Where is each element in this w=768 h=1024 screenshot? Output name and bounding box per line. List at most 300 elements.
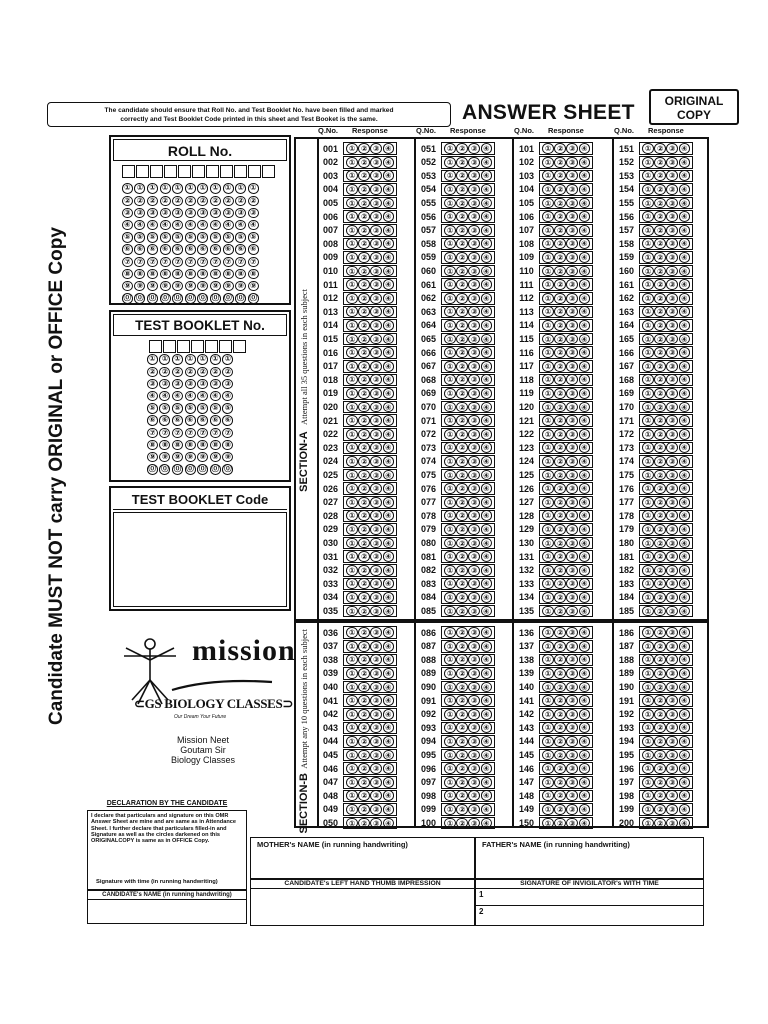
option-bubble[interactable]: ② xyxy=(654,320,666,331)
option-bubble[interactable]: ② xyxy=(654,627,666,638)
option-bubble[interactable]: ① xyxy=(642,306,654,317)
option-bubble[interactable]: ② xyxy=(358,641,370,652)
option-bubble[interactable]: ① xyxy=(642,293,654,304)
option-bubble[interactable]: ① xyxy=(444,415,456,426)
option-bubble[interactable]: ② xyxy=(358,402,370,413)
option-bubble[interactable]: ④ xyxy=(383,238,395,249)
option-bubble[interactable]: ④ xyxy=(579,157,591,168)
digit-bubble[interactable]: ② xyxy=(172,367,183,378)
option-bubble[interactable]: ② xyxy=(654,442,666,453)
option-bubble[interactable]: ④ xyxy=(679,565,691,576)
option-bubble[interactable]: ① xyxy=(444,320,456,331)
option-bubble[interactable]: ④ xyxy=(579,266,591,277)
option-bubble[interactable]: ② xyxy=(358,279,370,290)
option-bubble[interactable]: ③ xyxy=(468,551,480,562)
digit-bubble[interactable]: ⑨ xyxy=(210,452,221,463)
option-bubble[interactable]: ③ xyxy=(370,565,382,576)
option-bubble[interactable]: ② xyxy=(358,361,370,372)
option-bubble[interactable]: ④ xyxy=(679,374,691,385)
option-bubble[interactable]: ③ xyxy=(666,211,678,222)
option-bubble[interactable]: ④ xyxy=(481,388,493,399)
option-bubble[interactable]: ① xyxy=(444,347,456,358)
option-bubble[interactable]: ④ xyxy=(481,578,493,589)
option-bubble[interactable]: ② xyxy=(358,470,370,481)
option-bubble[interactable]: ① xyxy=(346,184,358,195)
option-bubble[interactable]: ③ xyxy=(370,668,382,679)
option-bubble[interactable]: ① xyxy=(346,306,358,317)
option-bubble[interactable]: ① xyxy=(444,211,456,222)
option-bubble[interactable]: ② xyxy=(358,266,370,277)
option-bubble[interactable]: ③ xyxy=(666,682,678,693)
digit-bubble[interactable]: ⓪ xyxy=(173,464,182,474)
digit-bubble[interactable]: ③ xyxy=(197,208,208,219)
option-bubble[interactable]: ③ xyxy=(666,361,678,372)
option-bubble[interactable]: ④ xyxy=(481,750,493,761)
option-bubble[interactable]: ① xyxy=(542,524,554,535)
option-bubble[interactable]: ④ xyxy=(579,225,591,236)
option-bubble[interactable]: ① xyxy=(642,790,654,801)
option-bubble[interactable]: ① xyxy=(642,157,654,168)
option-bubble[interactable]: ④ xyxy=(579,347,591,358)
option-bubble[interactable]: ④ xyxy=(383,682,395,693)
option-bubble[interactable]: ① xyxy=(444,266,456,277)
option-bubble[interactable]: ④ xyxy=(579,306,591,317)
option-bubble[interactable]: ② xyxy=(358,347,370,358)
option-bubble[interactable]: ② xyxy=(654,592,666,603)
option-bubble[interactable]: ① xyxy=(642,483,654,494)
option-bubble[interactable]: ② xyxy=(358,429,370,440)
option-bubble[interactable]: ③ xyxy=(566,804,578,815)
option-bubble[interactable]: ② xyxy=(654,266,666,277)
option-bubble[interactable]: ① xyxy=(444,429,456,440)
digit-bubble[interactable]: ⑥ xyxy=(223,244,234,255)
digit-bubble[interactable]: ⑥ xyxy=(172,244,183,255)
digit-bubble[interactable]: ⑧ xyxy=(223,269,234,280)
digit-bubble[interactable]: ⑤ xyxy=(160,232,171,243)
digit-bubble[interactable]: ⑨ xyxy=(248,281,259,292)
option-bubble[interactable]: ④ xyxy=(679,818,691,829)
option-bubble[interactable]: ① xyxy=(444,456,456,467)
option-bubble[interactable]: ② xyxy=(554,722,566,733)
option-bubble[interactable]: ① xyxy=(642,388,654,399)
option-bubble[interactable]: ④ xyxy=(383,347,395,358)
option-bubble[interactable]: ① xyxy=(444,606,456,617)
option-bubble[interactable]: ③ xyxy=(566,470,578,481)
option-bubble[interactable]: ③ xyxy=(666,551,678,562)
option-bubble[interactable]: ④ xyxy=(579,790,591,801)
option-bubble[interactable]: ③ xyxy=(468,483,480,494)
option-bubble[interactable]: ② xyxy=(456,627,468,638)
option-bubble[interactable]: ④ xyxy=(481,763,493,774)
digit-bubble[interactable]: ⑤ xyxy=(223,232,234,243)
option-bubble[interactable]: ① xyxy=(346,627,358,638)
option-bubble[interactable]: ② xyxy=(358,668,370,679)
option-bubble[interactable]: ① xyxy=(346,266,358,277)
digit-bubble[interactable]: ⑧ xyxy=(210,269,221,280)
option-bubble[interactable]: ③ xyxy=(370,143,382,154)
option-bubble[interactable]: ③ xyxy=(370,592,382,603)
option-bubble[interactable]: ③ xyxy=(468,347,480,358)
option-bubble[interactable]: ① xyxy=(444,279,456,290)
option-bubble[interactable]: ③ xyxy=(468,668,480,679)
option-bubble[interactable]: ① xyxy=(444,668,456,679)
option-bubble[interactable]: ④ xyxy=(579,252,591,263)
option-bubble[interactable]: ① xyxy=(542,143,554,154)
digit-bubble[interactable]: ⑦ xyxy=(160,257,171,268)
option-bubble[interactable]: ① xyxy=(542,565,554,576)
digit-entry-box[interactable] xyxy=(234,165,247,178)
option-bubble[interactable]: ③ xyxy=(468,538,480,549)
option-bubble[interactable]: ① xyxy=(642,456,654,467)
option-bubble[interactable]: ③ xyxy=(666,225,678,236)
option-bubble[interactable]: ③ xyxy=(468,627,480,638)
option-bubble[interactable]: ① xyxy=(642,361,654,372)
option-bubble[interactable]: ② xyxy=(554,483,566,494)
option-bubble[interactable]: ① xyxy=(444,592,456,603)
option-bubble[interactable]: ④ xyxy=(679,682,691,693)
digit-bubble[interactable]: ⑨ xyxy=(122,281,133,292)
option-bubble[interactable]: ③ xyxy=(566,565,578,576)
option-bubble[interactable]: ② xyxy=(554,402,566,413)
option-bubble[interactable]: ④ xyxy=(383,497,395,508)
digit-bubble[interactable]: ② xyxy=(172,196,183,207)
digit-bubble[interactable]: ⑤ xyxy=(172,232,183,243)
option-bubble[interactable]: ② xyxy=(554,668,566,679)
option-bubble[interactable]: ① xyxy=(542,442,554,453)
option-bubble[interactable]: ① xyxy=(642,606,654,617)
option-bubble[interactable]: ② xyxy=(654,225,666,236)
option-bubble[interactable]: ③ xyxy=(566,184,578,195)
digit-bubble[interactable]: ⓪ xyxy=(199,293,207,303)
option-bubble[interactable]: ④ xyxy=(579,668,591,679)
option-bubble[interactable]: ② xyxy=(456,510,468,521)
digit-bubble[interactable]: ① xyxy=(172,354,183,365)
option-bubble[interactable]: ① xyxy=(642,538,654,549)
option-bubble[interactable]: ① xyxy=(444,143,456,154)
option-bubble[interactable]: ② xyxy=(456,763,468,774)
option-bubble[interactable]: ② xyxy=(358,442,370,453)
option-bubble[interactable]: ② xyxy=(554,334,566,345)
option-bubble[interactable]: ④ xyxy=(481,722,493,733)
option-bubble[interactable]: ④ xyxy=(481,709,493,720)
test-booklet-code-field[interactable] xyxy=(113,512,287,607)
option-bubble[interactable]: ① xyxy=(444,184,456,195)
option-bubble[interactable]: ② xyxy=(456,266,468,277)
option-bubble[interactable]: ④ xyxy=(679,668,691,679)
option-bubble[interactable]: ④ xyxy=(679,415,691,426)
option-bubble[interactable]: ③ xyxy=(566,682,578,693)
option-bubble[interactable]: ④ xyxy=(383,736,395,747)
option-bubble[interactable]: ① xyxy=(346,238,358,249)
digit-bubble[interactable]: ② xyxy=(223,196,234,207)
candidate-name-box[interactable] xyxy=(87,890,247,924)
option-bubble[interactable]: ③ xyxy=(468,470,480,481)
digit-bubble[interactable]: ② xyxy=(147,367,158,378)
option-bubble[interactable]: ③ xyxy=(370,654,382,665)
option-bubble[interactable]: ④ xyxy=(383,266,395,277)
option-bubble[interactable]: ③ xyxy=(566,170,578,181)
option-bubble[interactable]: ③ xyxy=(566,627,578,638)
option-bubble[interactable]: ② xyxy=(554,578,566,589)
option-bubble[interactable]: ④ xyxy=(579,143,591,154)
digit-bubble[interactable]: ⑨ xyxy=(172,281,183,292)
option-bubble[interactable]: ② xyxy=(654,306,666,317)
option-bubble[interactable]: ② xyxy=(456,750,468,761)
digit-bubble[interactable]: ④ xyxy=(210,391,221,402)
option-bubble[interactable]: ③ xyxy=(666,170,678,181)
option-bubble[interactable]: ④ xyxy=(679,606,691,617)
option-bubble[interactable]: ② xyxy=(654,524,666,535)
option-bubble[interactable]: ③ xyxy=(370,483,382,494)
option-bubble[interactable]: ③ xyxy=(468,157,480,168)
digit-bubble[interactable]: ④ xyxy=(134,220,145,231)
option-bubble[interactable]: ① xyxy=(542,415,554,426)
option-bubble[interactable]: ④ xyxy=(383,374,395,385)
option-bubble[interactable]: ③ xyxy=(666,592,678,603)
option-bubble[interactable]: ① xyxy=(444,442,456,453)
option-bubble[interactable]: ③ xyxy=(666,709,678,720)
option-bubble[interactable]: ① xyxy=(642,442,654,453)
option-bubble[interactable]: ③ xyxy=(566,750,578,761)
option-bubble[interactable]: ④ xyxy=(383,252,395,263)
option-bubble[interactable]: ① xyxy=(444,157,456,168)
digit-bubble[interactable]: ② xyxy=(185,196,196,207)
option-bubble[interactable]: ② xyxy=(554,252,566,263)
option-bubble[interactable]: ② xyxy=(358,334,370,345)
option-bubble[interactable]: ③ xyxy=(666,763,678,774)
digit-bubble[interactable]: ① xyxy=(147,354,158,365)
option-bubble[interactable]: ② xyxy=(554,170,566,181)
option-bubble[interactable]: ④ xyxy=(383,709,395,720)
option-bubble[interactable]: ① xyxy=(642,470,654,481)
digit-entry-box[interactable] xyxy=(163,340,176,353)
option-bubble[interactable]: ② xyxy=(358,184,370,195)
option-bubble[interactable]: ② xyxy=(456,565,468,576)
option-bubble[interactable]: ④ xyxy=(579,524,591,535)
digit-bubble[interactable]: ② xyxy=(210,196,221,207)
option-bubble[interactable]: ④ xyxy=(679,442,691,453)
option-bubble[interactable]: ④ xyxy=(481,442,493,453)
option-bubble[interactable]: ② xyxy=(456,238,468,249)
option-bubble[interactable]: ① xyxy=(346,198,358,209)
digit-bubble[interactable]: ⑤ xyxy=(185,232,196,243)
option-bubble[interactable]: ① xyxy=(542,456,554,467)
option-bubble[interactable]: ③ xyxy=(666,497,678,508)
option-bubble[interactable]: ④ xyxy=(679,225,691,236)
option-bubble[interactable]: ③ xyxy=(468,777,480,788)
option-bubble[interactable]: ② xyxy=(456,695,468,706)
option-bubble[interactable]: ① xyxy=(346,347,358,358)
option-bubble[interactable]: ② xyxy=(358,551,370,562)
option-bubble[interactable]: ① xyxy=(642,415,654,426)
option-bubble[interactable]: ④ xyxy=(679,184,691,195)
option-bubble[interactable]: ④ xyxy=(579,320,591,331)
option-bubble[interactable]: ① xyxy=(444,750,456,761)
option-bubble[interactable]: ② xyxy=(554,306,566,317)
option-bubble[interactable]: ③ xyxy=(566,429,578,440)
option-bubble[interactable]: ④ xyxy=(481,334,493,345)
option-bubble[interactable]: ③ xyxy=(566,777,578,788)
option-bubble[interactable]: ③ xyxy=(666,695,678,706)
option-bubble[interactable]: ④ xyxy=(481,279,493,290)
option-bubble[interactable]: ④ xyxy=(383,157,395,168)
option-bubble[interactable]: ③ xyxy=(468,252,480,263)
option-bubble[interactable]: ④ xyxy=(383,320,395,331)
option-bubble[interactable]: ① xyxy=(642,804,654,815)
option-bubble[interactable]: ② xyxy=(654,388,666,399)
option-bubble[interactable]: ③ xyxy=(370,225,382,236)
option-bubble[interactable]: ② xyxy=(654,238,666,249)
option-bubble[interactable]: ③ xyxy=(666,750,678,761)
option-bubble[interactable]: ② xyxy=(554,606,566,617)
option-bubble[interactable]: ② xyxy=(456,320,468,331)
digit-bubble[interactable]: ③ xyxy=(172,208,183,219)
option-bubble[interactable]: ② xyxy=(358,238,370,249)
option-bubble[interactable]: ④ xyxy=(679,790,691,801)
option-bubble[interactable]: ② xyxy=(456,709,468,720)
digit-bubble[interactable]: ③ xyxy=(185,379,196,390)
option-bubble[interactable]: ② xyxy=(554,374,566,385)
option-bubble[interactable]: ③ xyxy=(566,695,578,706)
option-bubble[interactable]: ② xyxy=(554,750,566,761)
option-bubble[interactable]: ① xyxy=(444,627,456,638)
option-bubble[interactable]: ③ xyxy=(370,470,382,481)
option-bubble[interactable]: ④ xyxy=(679,592,691,603)
option-bubble[interactable]: ② xyxy=(358,709,370,720)
option-bubble[interactable]: ① xyxy=(346,804,358,815)
option-bubble[interactable]: ② xyxy=(456,790,468,801)
option-bubble[interactable]: ④ xyxy=(579,551,591,562)
option-bubble[interactable]: ③ xyxy=(566,551,578,562)
option-bubble[interactable]: ④ xyxy=(579,470,591,481)
option-bubble[interactable]: ① xyxy=(642,818,654,829)
option-bubble[interactable]: ③ xyxy=(666,252,678,263)
option-bubble[interactable]: ② xyxy=(554,470,566,481)
digit-bubble[interactable]: ⑥ xyxy=(222,415,233,426)
digit-bubble[interactable]: ③ xyxy=(197,379,208,390)
option-bubble[interactable]: ③ xyxy=(566,306,578,317)
digit-bubble[interactable]: ⑤ xyxy=(134,232,145,243)
option-bubble[interactable]: ④ xyxy=(679,252,691,263)
option-bubble[interactable]: ② xyxy=(554,143,566,154)
digit-bubble[interactable]: ① xyxy=(197,183,208,194)
option-bubble[interactable]: ① xyxy=(346,225,358,236)
option-bubble[interactable]: ③ xyxy=(370,750,382,761)
option-bubble[interactable]: ③ xyxy=(370,456,382,467)
digit-entry-box[interactable] xyxy=(220,165,233,178)
option-bubble[interactable]: ③ xyxy=(666,524,678,535)
option-bubble[interactable]: ④ xyxy=(579,184,591,195)
option-bubble[interactable]: ③ xyxy=(370,211,382,222)
option-bubble[interactable]: ③ xyxy=(566,497,578,508)
digit-bubble[interactable]: ⑨ xyxy=(210,281,221,292)
digit-entry-box[interactable] xyxy=(136,165,149,178)
digit-bubble[interactable]: ⑧ xyxy=(235,269,246,280)
digit-bubble[interactable]: ⑨ xyxy=(222,452,233,463)
option-bubble[interactable]: ④ xyxy=(679,524,691,535)
thumb-impression-field[interactable] xyxy=(250,879,475,926)
digit-bubble[interactable]: ② xyxy=(147,196,158,207)
digit-bubble[interactable]: ④ xyxy=(197,391,208,402)
option-bubble[interactable]: ③ xyxy=(468,266,480,277)
option-bubble[interactable]: ① xyxy=(346,750,358,761)
option-bubble[interactable]: ④ xyxy=(481,483,493,494)
option-bubble[interactable]: ① xyxy=(346,497,358,508)
digit-bubble[interactable]: ⑦ xyxy=(248,257,259,268)
option-bubble[interactable]: ② xyxy=(554,818,566,829)
digit-bubble[interactable]: ⑨ xyxy=(197,281,208,292)
digit-bubble[interactable]: ⑦ xyxy=(210,428,221,439)
option-bubble[interactable]: ② xyxy=(654,606,666,617)
option-bubble[interactable]: ④ xyxy=(679,143,691,154)
digit-bubble[interactable]: ④ xyxy=(147,391,158,402)
option-bubble[interactable]: ④ xyxy=(679,750,691,761)
option-bubble[interactable]: ② xyxy=(554,695,566,706)
option-bubble[interactable]: ① xyxy=(346,777,358,788)
option-bubble[interactable]: ④ xyxy=(383,524,395,535)
option-bubble[interactable]: ③ xyxy=(370,347,382,358)
option-bubble[interactable]: ① xyxy=(346,456,358,467)
option-bubble[interactable]: ④ xyxy=(579,442,591,453)
digit-bubble[interactable]: ② xyxy=(222,367,233,378)
option-bubble[interactable]: ② xyxy=(654,538,666,549)
option-bubble[interactable]: ④ xyxy=(383,654,395,665)
option-bubble[interactable]: ② xyxy=(554,388,566,399)
digit-bubble[interactable]: ① xyxy=(159,354,170,365)
option-bubble[interactable]: ① xyxy=(542,266,554,277)
option-bubble[interactable]: ② xyxy=(456,198,468,209)
option-bubble[interactable]: ③ xyxy=(370,184,382,195)
option-bubble[interactable]: ① xyxy=(542,654,554,665)
option-bubble[interactable]: ③ xyxy=(566,334,578,345)
option-bubble[interactable]: ① xyxy=(444,654,456,665)
digit-bubble[interactable]: ③ xyxy=(134,208,145,219)
option-bubble[interactable]: ④ xyxy=(383,279,395,290)
option-bubble[interactable]: ③ xyxy=(566,578,578,589)
option-bubble[interactable]: ④ xyxy=(481,736,493,747)
option-bubble[interactable]: ④ xyxy=(679,429,691,440)
option-bubble[interactable]: ① xyxy=(542,306,554,317)
option-bubble[interactable]: ① xyxy=(444,293,456,304)
digit-entry-box[interactable] xyxy=(177,340,190,353)
option-bubble[interactable]: ① xyxy=(542,252,554,263)
digit-bubble[interactable]: ⑨ xyxy=(160,281,171,292)
option-bubble[interactable]: ④ xyxy=(383,483,395,494)
digit-bubble[interactable]: ① xyxy=(185,183,196,194)
option-bubble[interactable]: ① xyxy=(444,538,456,549)
option-bubble[interactable]: ② xyxy=(358,722,370,733)
option-bubble[interactable]: ④ xyxy=(383,722,395,733)
digit-bubble[interactable]: ④ xyxy=(235,220,246,231)
option-bubble[interactable]: ④ xyxy=(383,306,395,317)
option-bubble[interactable]: ③ xyxy=(666,483,678,494)
option-bubble[interactable]: ① xyxy=(542,777,554,788)
option-bubble[interactable]: ③ xyxy=(370,388,382,399)
option-bubble[interactable]: ① xyxy=(444,736,456,747)
digit-bubble[interactable]: ④ xyxy=(185,391,196,402)
option-bubble[interactable]: ② xyxy=(456,736,468,747)
option-bubble[interactable]: ③ xyxy=(566,510,578,521)
option-bubble[interactable]: ① xyxy=(346,578,358,589)
option-bubble[interactable]: ③ xyxy=(468,320,480,331)
digit-bubble[interactable]: ④ xyxy=(122,220,133,231)
option-bubble[interactable]: ④ xyxy=(481,641,493,652)
option-bubble[interactable]: ① xyxy=(346,361,358,372)
digit-bubble[interactable]: ④ xyxy=(159,391,170,402)
option-bubble[interactable]: ③ xyxy=(666,804,678,815)
option-bubble[interactable]: ④ xyxy=(679,361,691,372)
option-bubble[interactable]: ③ xyxy=(566,361,578,372)
